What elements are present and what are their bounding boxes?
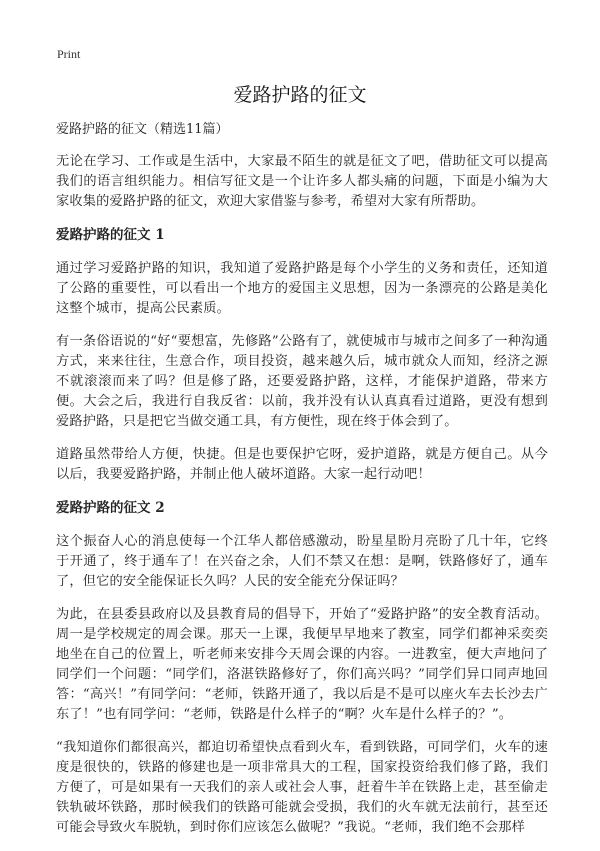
section-paragraph: 为此，在县委县政府以及县教育局的倡导下，开始了“爱路护路”的安全教育活动。周一是学校规定的周会课。那天一上课，我便早早地来了教室，同学们都神采奕奕地坐在自己的位置上，听老师来安排今天周会课的内容。一进教室，便大声地问了同学们一个问题：“同学们，洛湛铁路修好了，你们高兴吗？”同学们异口同声地回答：“高兴！”有同学问：“老师，铁路开通了，我以后是不是可以座火车去长沙去广东了！”也有同学问：“老师，铁路是什么样子的“啊？火车是什么样子的？”。 [56,607,548,722]
section-heading: 爱路护路的征文 2 [56,500,165,516]
print-link[interactable]: Print [57,47,81,61]
section-paragraph: 通过学习爱路护路的知识，我知道了爱路护路是每个小学生的义务和责任，还知道了公路的重要性，可以看出一个地方的爱国主义思想，因为一条漂亮的公路是美化这整个城市，提高公民素质。 [56,261,548,316]
section-heading: 爱路护路的征文 1 [56,227,165,243]
document-title: 爱路护路的征文 [233,84,367,106]
section-paragraph: 这个振奋人心的消息使每一个江华人都倍感激动，盼星星盼月亮盼了几十年，它终于开通了，终于通车了！在兴奋之余，人们不禁又在想：是啊，铁路修好了，通车了，但它的安全能保证长久吗？人民的安全能充分保证吗？ [56,534,548,589]
intro-paragraph: 无论在学习、工作或是生活中，大家最不陌生的就是征文了吧，借助征文可以提高我们的语言组织能力。相信写征文是一个让许多人都头痛的问题，下面是小编为大家收集的爱路护路的征文，欢迎大家借鉴与参考，希望对大家有所帮助。 [56,154,548,209]
document-body [56,120,548,851]
document-subtitle: 爱路护路的征文（精选11篇） [56,122,229,137]
section-paragraph: 道路虽然带给人方便，快捷。但是也要保护它呀，爱护道路，就是方便自己。从今以后，我要爱路护路，并制止他人破坏道路。大家一起行动吧！ [56,447,548,482]
section-paragraph: 有一条俗语说的“好“要想富，先修路”公路有了，就使城市与城市之间多了一种沟通方式，来来往往，生意合作，项目投资，越来越久后，城市就众人而知，经济之源不就滚滚而来了吗？但是修了路，还要爱路护路，这样，才能保护道路，带来方便。大会之后，我进行自我反省：以前，我并没有认认真真看过道路，更没有想到爱路护路，只是把它当做交通工具，有方便性，现在终于体会到了。 [56,334,548,429]
section-paragraph: “我知道你们都很高兴，都迫切希望快点看到火车，看到铁路，可同学们，火车的速度是很快的，铁路的修建也是一项非常具大的工程，国家投资给我们修了路，我们方便了，可是如果有一天我们的亲人或社会人事，赶着牛羊在铁路上走，甚至偷走铁轨破坏铁路，那时候我们的铁路可能就会受损，我们的火车就无法前行，甚至还可能会导致火车脱轨，到时你们应该怎么做呢？”我说。“老师，我们绝不会那样 [56,740,548,835]
